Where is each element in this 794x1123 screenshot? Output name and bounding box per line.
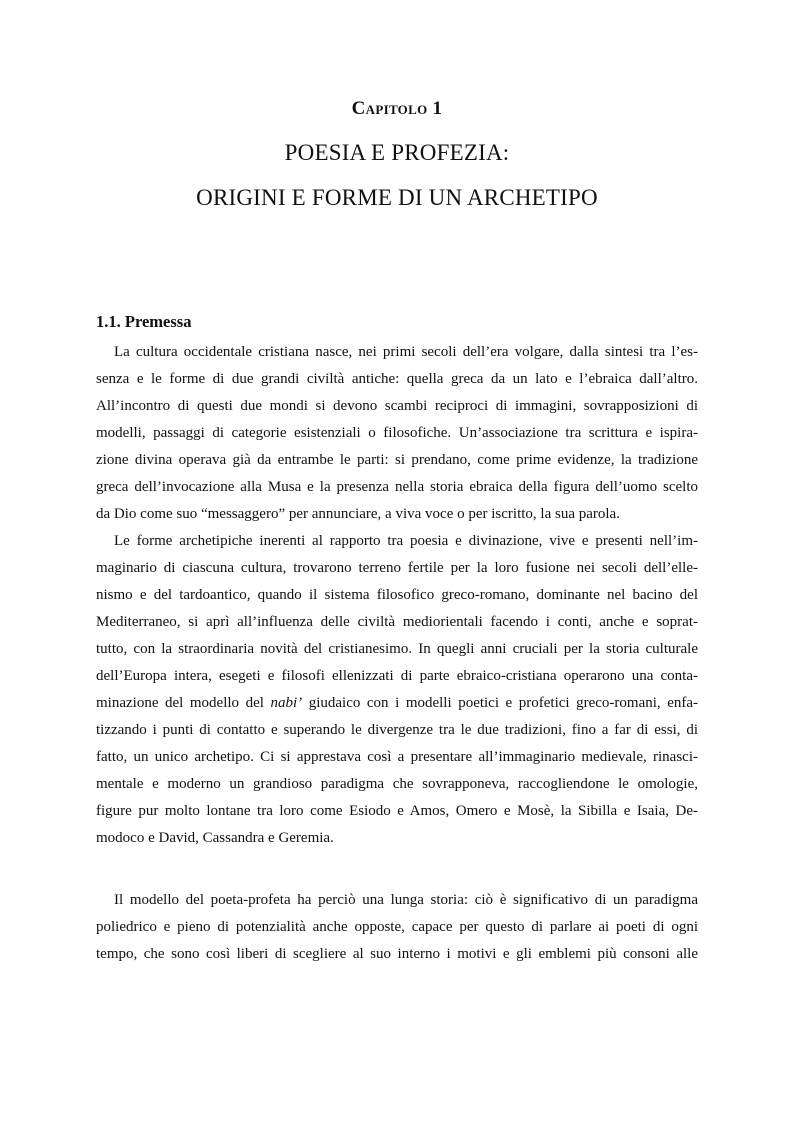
text-line: senza e le forme di due grandi civiltà antiche: quella greca da un lato e l’ebraica dall’altro.: [96, 371, 698, 387]
text-line: tutto, con la straordinaria novità del cristianesimo. In quegli anni cruciali per la storia culturale: [96, 641, 698, 657]
section-heading: 1.1. Premessa: [96, 312, 192, 331]
text-line: Mediterraneo, si aprì all’influenza delle civiltà mediorientali facendo i conti, anche e soprat-: [96, 614, 698, 630]
text-segment: giudaico con i modelli poetici e profetici greco-romani, enfa-: [302, 695, 698, 711]
text-segment: minazione del modello del: [96, 695, 271, 711]
text-line: maginario di ciascuna cultura, trovarono terreno fertile per la loro fusione nei secoli dell’elle-: [96, 560, 698, 576]
text-line: tempo, che sono così liberi di scegliere al suo interno i motivi e gli emblemi più consoni alle: [96, 946, 698, 962]
text-line: Le forme archetipiche inerenti al rapporto tra poesia e divinazione, vive e presenti nell’im-: [114, 533, 698, 549]
text-line: Il modello del poeta-profeta ha perciò una lunga storia: ciò è significativo di un paradigma: [114, 892, 698, 908]
text-line: modoco e David, Cassandra e Geremia.: [96, 830, 334, 846]
emphasis-nabi: nabi’: [270, 695, 303, 711]
text-line: zione divina operava già da entrambe le parti: si prendano, come prime evidenze, la tradizione: [96, 452, 698, 468]
chapter-title-line-1: POESIA E PROFEZIA:: [284, 140, 510, 165]
text-line: nismo e del tardoantico, quando il sistema filosofico greco-romano, dominante nel bacino del: [96, 587, 698, 603]
text-line: dell’Europa intera, esegeti e filosofi ellenizzati di parte ebraico-cristiana operarono una conta-: [96, 668, 698, 684]
text-line: figure pur molto lontane tra loro come Esiodo e Amos, Omero e Mosè, la Sibilla e Isaia, De-: [96, 803, 698, 819]
body-text-continued: [96, 887, 698, 968]
text-line: [96, 690, 698, 717]
text-line: mentale e moderno un grandioso paradigma che sovrapponeva, raccogliendone le omologie,: [96, 776, 698, 792]
chapter-title-line-2: ORIGINI E FORME DI UN ARCHETIPO: [196, 185, 598, 210]
chapter-title: [0, 130, 794, 220]
text-line: da Dio come suo “messaggero” per annunciare, a viva voce o per iscritto, la sua parola.: [96, 506, 620, 522]
text-line: fatto, un unico archetipo. Ci si apprestava così a presentare all’immaginario medievale, rinasci-: [96, 749, 698, 765]
text-line: All’incontro di questi due mondi si devono scambi reciproci di immagini, sovrapposizioni di: [96, 398, 698, 414]
text-line: poliedrico e pieno di potenzialità anche opposte, capace per questo di parlare ai poeti di ogni: [96, 919, 698, 935]
chapter-label: Capitolo 1: [351, 98, 443, 119]
text-line: modelli, passaggi di categorie esistenziali o filosofiche. Un’associazione tra scrittura e ispira-: [96, 425, 698, 441]
body-text: [96, 339, 698, 852]
text-line: tizzando i punti di contatto e superando le divergenze tra le due tradizioni, fino a far di essi, di: [96, 722, 698, 738]
text-line: greca dell’invocazione alla Musa e la presenza nella storia ebraica della figura dell’uomo scelto: [96, 479, 698, 495]
text-line: La cultura occidentale cristiana nasce, nei primi secoli dell’era volgare, dalla sintesi tra l’es-: [114, 344, 698, 360]
